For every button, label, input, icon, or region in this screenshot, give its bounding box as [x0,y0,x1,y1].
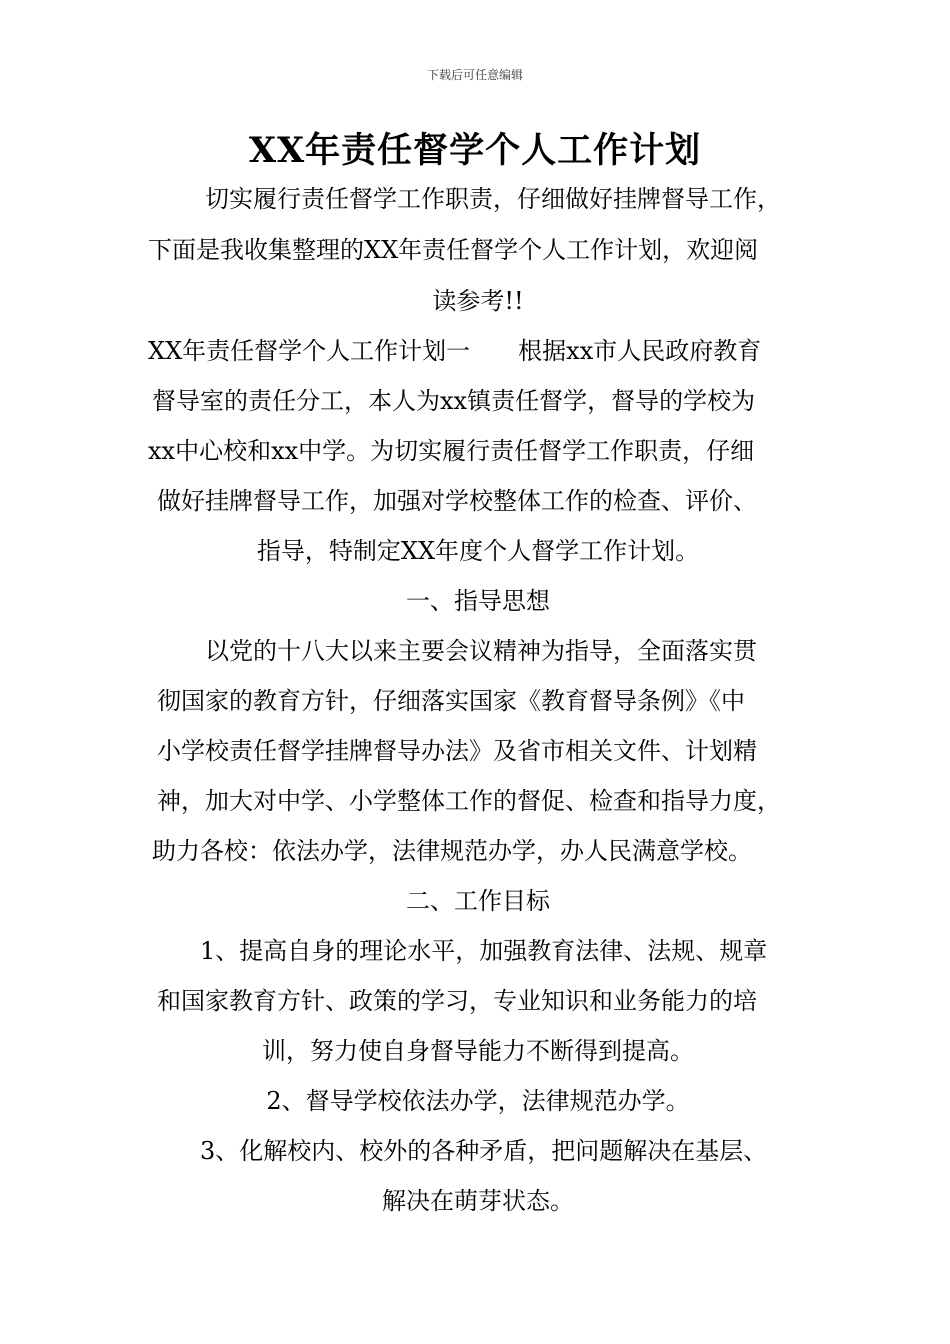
section1-line-5: 助力各校：依法办学，法律规范办学，办人民满意学校。 [152,837,752,865]
goal2-line: 2、督导学校依法办学，法律规范办学。 [266,1087,690,1115]
goal1-line-3: 训，努力使自身督导能力不断得到提高。 [262,1037,694,1065]
page-title: XX年责任督学个人工作计划 [248,130,702,171]
intro-line-3: 读参考!! [432,287,524,315]
plan-line-3: xx中心校和xx中学。为切实履行责任督学工作职责，仔细 [148,437,755,465]
section1-line-1: 以党的十八大以来主要会议精神为指导，全面落实贯 [205,637,757,665]
section1-line-2: 彻国家的教育方针，仔细落实国家《教育督导条例》《中 [157,687,745,715]
section1-line-4: 神，加大对中学、小学整体工作的督促、检查和指导力度， [157,787,781,815]
intro-line-2: 下面是我收集整理的XX年责任督学个人工作计划，欢迎阅 [148,236,759,264]
plan-line-2: 督导室的责任分工，本人为xx镇责任督学，督导的学校为 [152,387,756,415]
plan-line-5: 指导，特制定XX年度个人督学工作计划。 [256,537,700,565]
intro-line-1: 切实履行责任督学工作职责，仔细做好挂牌督导工作， [205,185,781,213]
header-note: 下载后可任意编辑 [426,68,523,82]
plan-line-1: XX年责任督学个人工作计划一 根据xx市人民政府教育 [148,337,762,365]
section-heading-2: 二、工作目标 [406,887,550,915]
section1-line-3: 小学校责任督学挂牌督导办法》及省市相关文件、计划精 [157,737,757,765]
goal1-line-1: 1、提高自身的理论水平，加强教育法律、法规、规章 [200,937,768,965]
goal3-line-1: 3、化解校内、校外的各种矛盾，把问题解决在基层、 [200,1137,768,1165]
section-heading-1: 一、指导思想 [406,587,550,615]
goal3-line-2: 解决在萌芽状态。 [382,1187,574,1215]
goal1-line-2: 和国家教育方针、政策的学习，专业知识和业务能力的培 [157,987,757,1015]
plan-line-4: 做好挂牌督导工作，加强对学校整体工作的检查、评价、 [157,487,757,515]
